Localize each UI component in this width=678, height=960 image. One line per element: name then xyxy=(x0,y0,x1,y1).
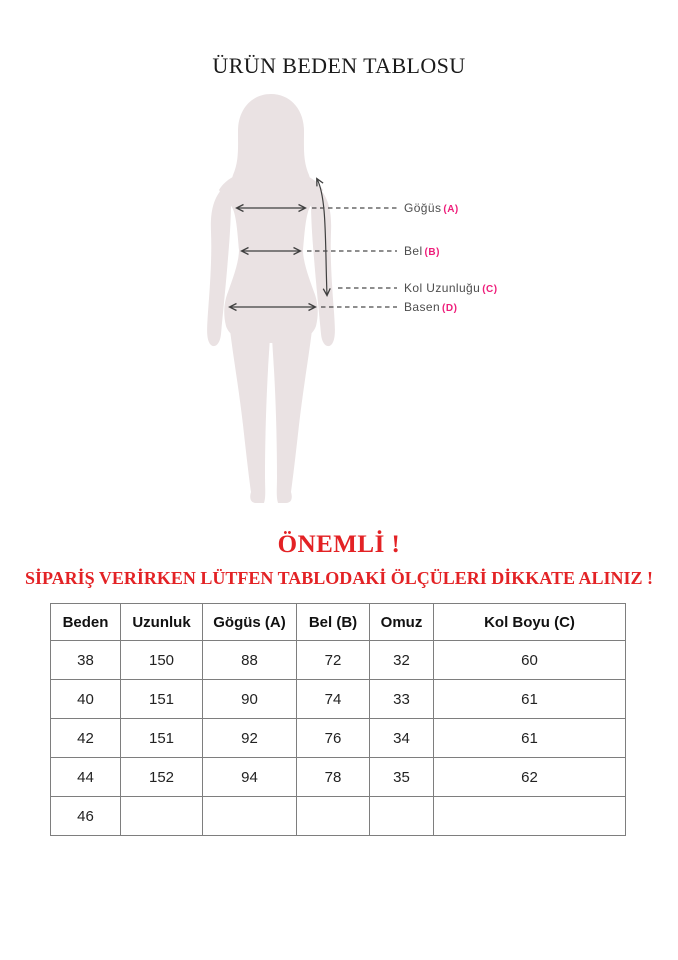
table-cell: 35 xyxy=(370,758,434,797)
female-silhouette-icon xyxy=(207,94,335,503)
table-cell: 74 xyxy=(297,680,370,719)
measure-label-gogus-text: Göğüs xyxy=(404,201,442,215)
table-cell: 76 xyxy=(297,719,370,758)
table-cell: 151 xyxy=(121,680,203,719)
column-header: Kol Boyu (C) xyxy=(434,604,626,641)
body-measurement-diagram xyxy=(190,85,405,515)
measure-label-kol xyxy=(404,281,498,297)
table-row xyxy=(51,719,626,758)
table-cell: 32 xyxy=(370,641,434,680)
measure-label-gogus xyxy=(404,201,459,217)
table-cell: 78 xyxy=(297,758,370,797)
table-cell xyxy=(434,797,626,836)
table-cell xyxy=(121,797,203,836)
order-warning-text: SİPARİŞ VERİRKEN LÜTFEN TABLODAKİ ÖLÇÜLERİ DİKKATE ALINIZ ! xyxy=(25,568,653,588)
table-cell: 150 xyxy=(121,641,203,680)
table-row xyxy=(51,680,626,719)
measure-label-bel-text: Bel xyxy=(404,244,423,258)
table-cell: 33 xyxy=(370,680,434,719)
column-header: Uzunluk xyxy=(121,604,203,641)
measure-label-kol-text: Kol Uzunluğu xyxy=(404,281,481,295)
table-cell: 40 xyxy=(51,680,121,719)
table-cell: 94 xyxy=(203,758,297,797)
column-header: Omuz xyxy=(370,604,434,641)
table-row xyxy=(51,797,626,836)
size-table-body xyxy=(51,641,626,836)
size-table-head-row xyxy=(51,604,626,641)
table-cell: 44 xyxy=(51,758,121,797)
table-cell: 46 xyxy=(51,797,121,836)
measure-label-basen xyxy=(404,300,457,316)
measure-label-bel-code: (B) xyxy=(424,247,440,258)
table-row xyxy=(51,758,626,797)
table-cell: 34 xyxy=(370,719,434,758)
table-cell: 90 xyxy=(203,680,297,719)
table-cell xyxy=(203,797,297,836)
measure-label-basen-code: (D) xyxy=(442,303,458,314)
page-title: ÜRÜN BEDEN TABLOSU xyxy=(212,53,466,78)
table-cell: 72 xyxy=(297,641,370,680)
table-cell: 61 xyxy=(434,680,626,719)
table-cell: 61 xyxy=(434,719,626,758)
table-cell: 152 xyxy=(121,758,203,797)
table-cell: 60 xyxy=(434,641,626,680)
size-table xyxy=(50,603,626,836)
table-cell xyxy=(297,797,370,836)
table-row xyxy=(51,641,626,680)
measure-label-bel xyxy=(404,244,440,260)
table-cell: 88 xyxy=(203,641,297,680)
measure-label-kol-code: (C) xyxy=(482,284,498,295)
table-cell: 38 xyxy=(51,641,121,680)
measure-label-gogus-code: (A) xyxy=(443,204,459,215)
table-cell xyxy=(370,797,434,836)
table-cell: 62 xyxy=(434,758,626,797)
column-header: Gögüs (A) xyxy=(203,604,297,641)
table-cell: 42 xyxy=(51,719,121,758)
measure-label-basen-text: Basen xyxy=(404,300,441,314)
column-header: Bel (B) xyxy=(297,604,370,641)
important-heading: ÖNEMLİ ! xyxy=(277,531,401,558)
column-header: Beden xyxy=(51,604,121,641)
table-cell: 92 xyxy=(203,719,297,758)
table-cell: 151 xyxy=(121,719,203,758)
